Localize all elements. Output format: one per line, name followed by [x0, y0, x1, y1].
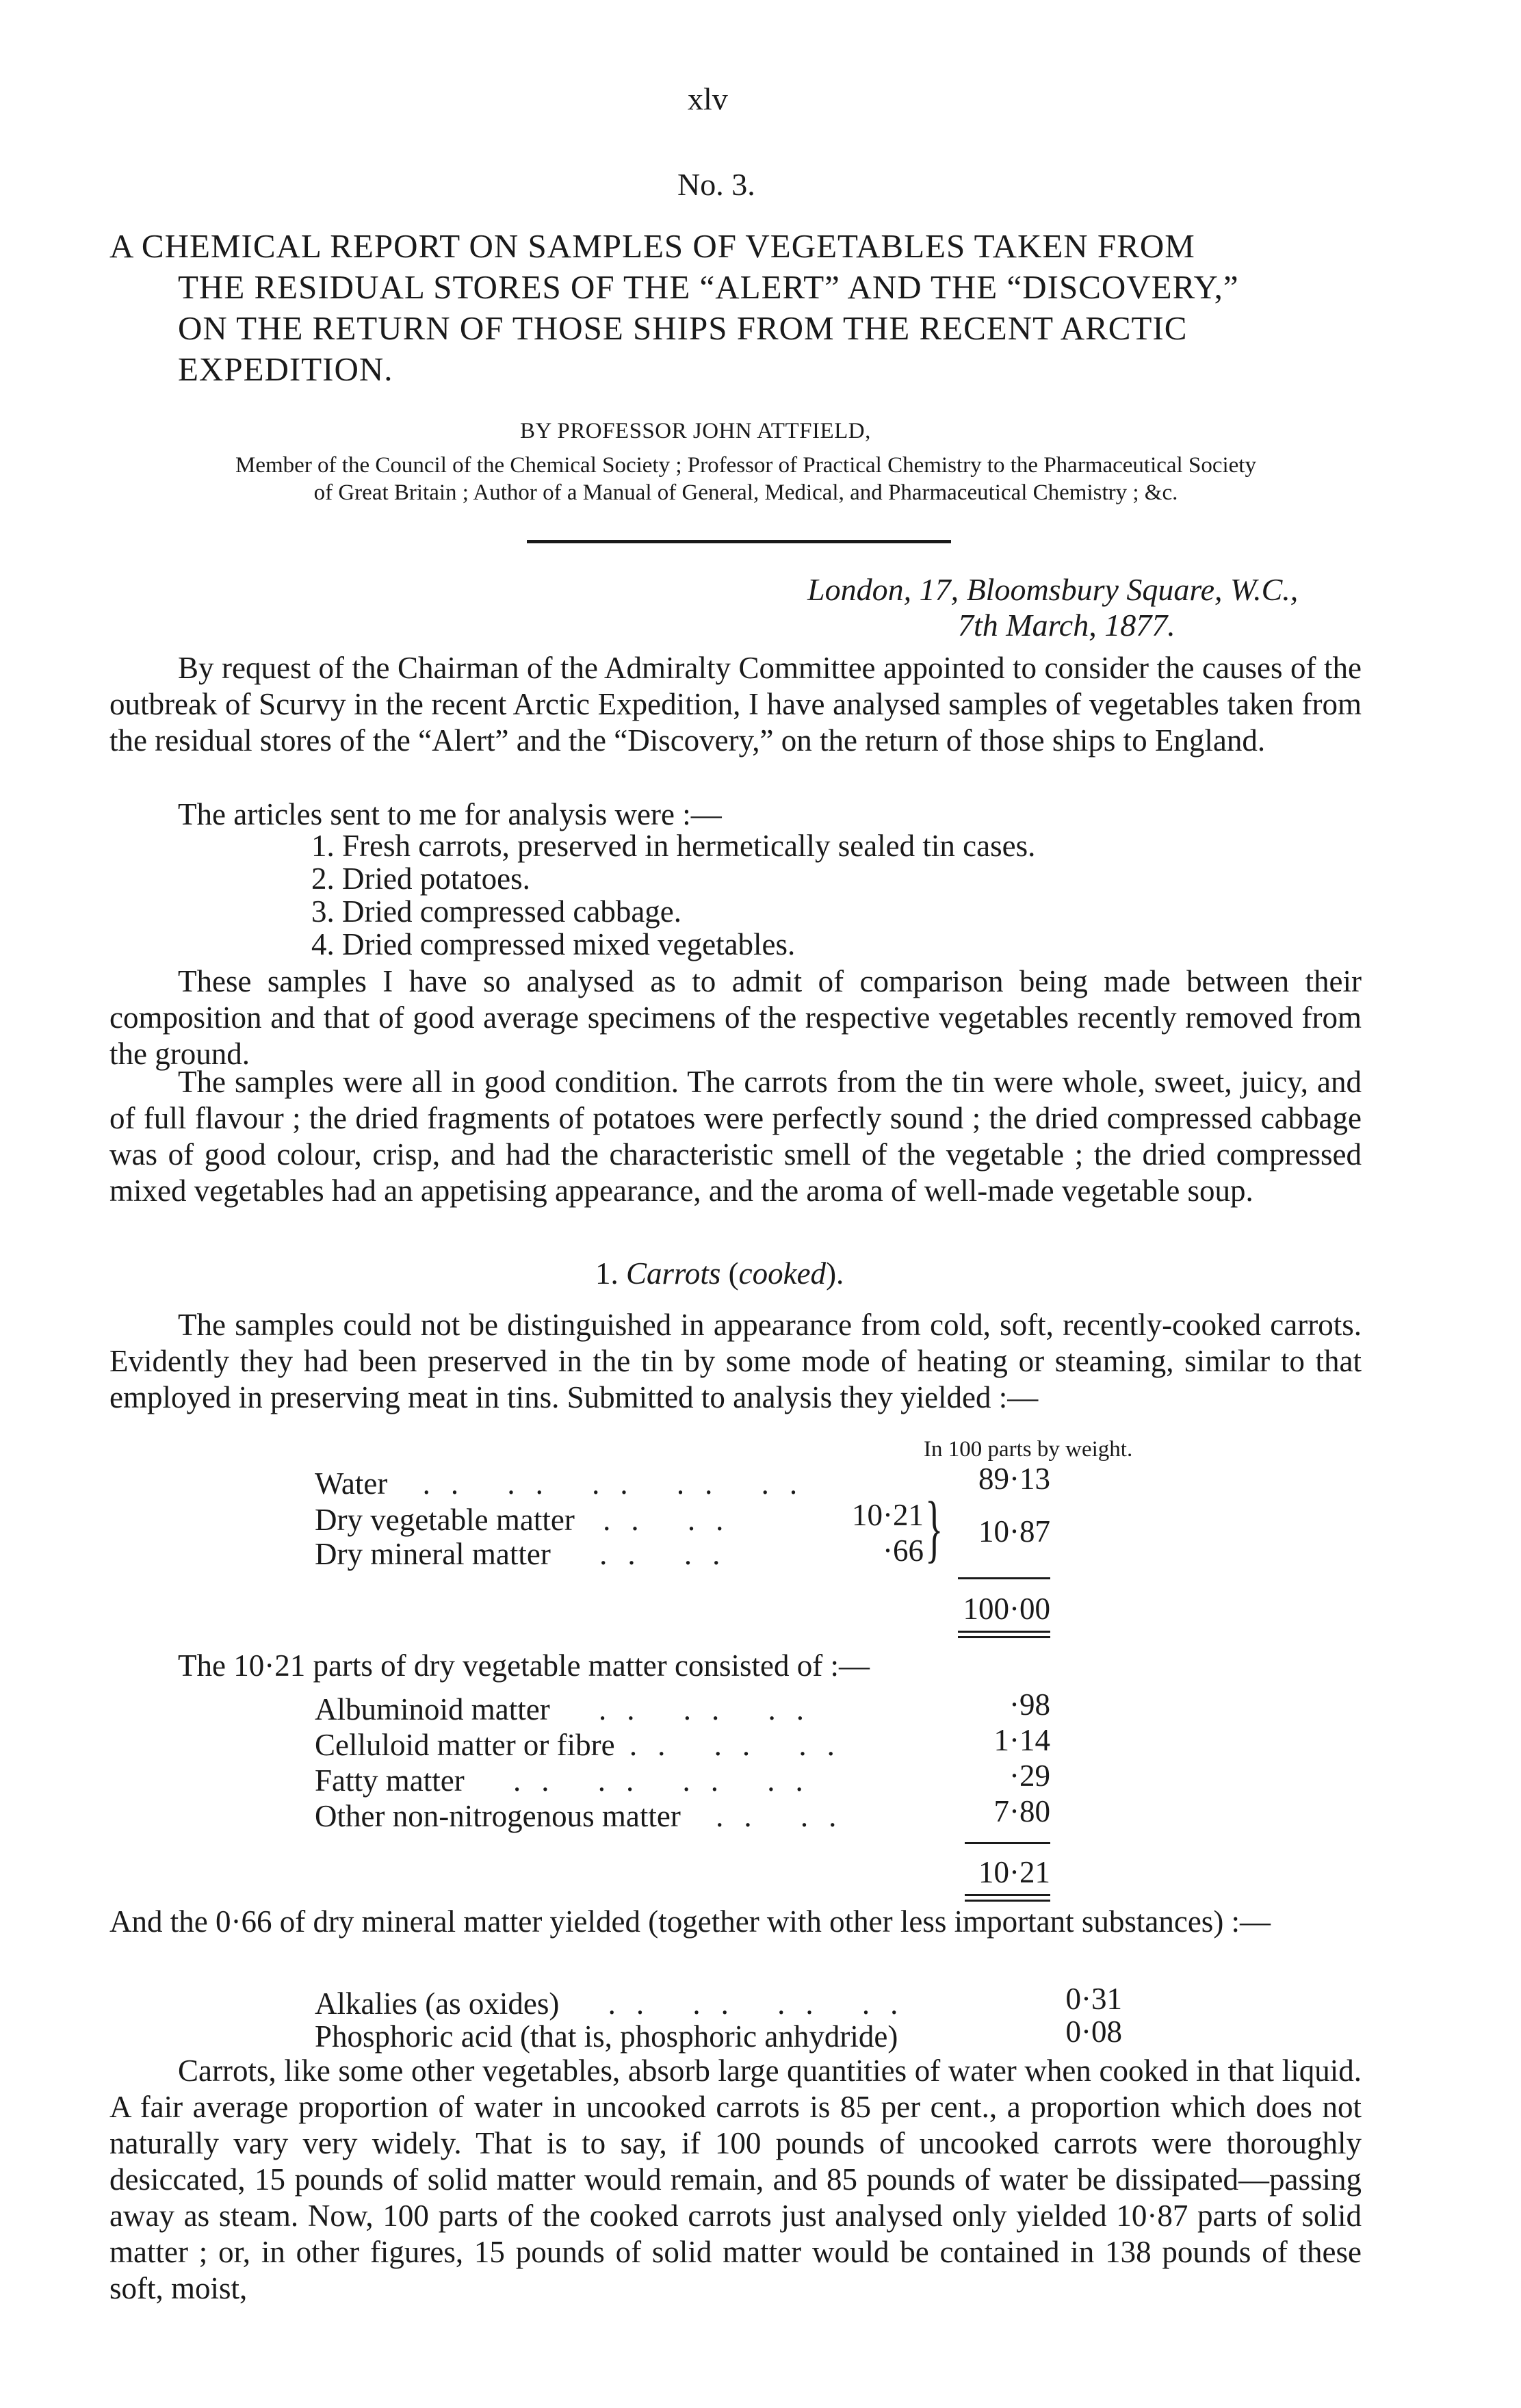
table-row: Dry vegetable matter .. ..: [315, 1503, 744, 1537]
paragraph-water-absorption: [109, 2053, 1362, 2307]
title-line: THE RESIDUAL STORES OF THE “ALERT” AND THE “DISCOVERY,”: [178, 268, 1239, 306]
paragraph-mineral-matter: [109, 1904, 1362, 1940]
title-line: ON THE RETURN OF THOSE SHIPS FROM THE RECENT ARCTIC: [178, 309, 1188, 347]
paragraph-text: By request of the Chairman of the Admiralty Committee appointed to consider the causes of the outbreak of Scurvy in the recent Arctic Expedition, I have analysed samples of vegetables taken from the residual stores of the “Alert” and the “Discovery,” on the return of those ships to England.: [109, 651, 1362, 758]
paragraph-condition: [109, 1064, 1362, 1209]
row-value: 89·13: [978, 1462, 1050, 1496]
row-subvalue: 10·21: [852, 1498, 924, 1532]
table-row: Fatty matter .. .. .. ..: [315, 1763, 824, 1798]
table-total: 100·00: [963, 1592, 1050, 1626]
row-value: 0·31: [1065, 1982, 1122, 2016]
row-value: 1·14: [993, 1723, 1050, 1757]
divider-rule: [965, 1842, 1050, 1844]
row-label: Dry mineral matter: [315, 1537, 551, 1571]
row-label: Dry vegetable matter: [315, 1503, 575, 1537]
row-label: Alkalies (as oxides): [315, 1986, 560, 2021]
list-item: 4. Dried compressed mixed vegetables.: [311, 927, 796, 961]
page-number: xlv: [688, 81, 728, 116]
row-label: Water: [315, 1466, 388, 1501]
table-row: [315, 2019, 898, 2054]
section-number: 1.: [595, 1256, 619, 1291]
divider-rule: [958, 1631, 1050, 1633]
row-value: 7·80: [993, 1794, 1050, 1828]
row-label: Fatty matter: [315, 1763, 465, 1798]
row-subvalue: ·66: [883, 1533, 924, 1568]
table-row: Water .. .. .. .. ..: [315, 1466, 818, 1501]
table-row: Albuminoid matter .. .. ..: [315, 1692, 824, 1726]
table-row: Alkalies (as oxides) .. .. .. ..: [315, 1986, 919, 2021]
section-name: Carrots: [626, 1256, 721, 1291]
row-label: Phosphoric acid (that is, phosphoric anhydride): [315, 2019, 898, 2054]
row-label: Other non-nitrogenous matter: [315, 1799, 681, 1833]
row-value: 0·08: [1065, 2015, 1122, 2049]
report-title: [109, 226, 1382, 390]
row-label: Albuminoid matter: [315, 1692, 550, 1726]
row-value: ·98: [1009, 1687, 1050, 1722]
document-number: No. 3.: [677, 167, 755, 202]
author-credentials: [109, 452, 1382, 506]
divider-rule: [965, 1900, 1050, 1902]
author-byline: BY PROFESSOR JOHN ATTFIELD,: [520, 419, 871, 443]
paragraph-text: The 10·21 parts of dry vegetable matter consisted of :—: [178, 1648, 870, 1683]
date-line: 7th March, 1877.: [958, 608, 1175, 643]
table-row: Dry mineral matter .. ..: [315, 1537, 741, 1571]
row-value: ·29: [1009, 1759, 1050, 1793]
paragraph-text: The samples could not be distinguished in appearance from cold, soft, recently-cooked carrots. Evidently they had been preserved in the tin by some mode of heating or steaming, similar to that employed in preserving meat in tins. Submitted to analysis they yielded :—: [109, 1308, 1362, 1414]
table-total: 10·21: [978, 1855, 1050, 1889]
paragraph-text: Carrots, like some other vegetables, absorb large quantities of water when cooked in that liquid. A fair average proportion of water in uncooked carrots is 85 per cent., a proportion which does not naturally vary very widely. That is to say, if 100 pounds of uncooked carrots were thoroughly desiccated, 15 pounds of solid matter would remain, and 85 pounds of water be dissipated—passing away as steam. Now, 100 parts of the cooked carrots just analysed only yielded 10·87 parts of solid matter ; or, in other figures, 15 pounds of solid matter would be contained in 138 pounds of these soft, moist,: [109, 2054, 1362, 2305]
table-column-header: In 100 parts by weight.: [924, 1437, 1133, 1462]
title-line: A CHEMICAL REPORT ON SAMPLES OF VEGETABLES TAKEN FROM: [109, 227, 1195, 265]
paragraph-text: The articles sent to me for analysis were :—: [178, 797, 722, 831]
paragraph-text: And the 0·66 of dry mineral matter yielded (together with other less important substances) :—: [109, 1904, 1271, 1939]
paragraph-samples: [109, 1307, 1362, 1416]
bracket-total: 10·87: [978, 1514, 1050, 1549]
divider-rule: [965, 1894, 1050, 1896]
section-heading: 1. Carrots (cooked).: [595, 1256, 844, 1291]
list-item: 1. Fresh carrots, preserved in hermetically sealed tin cases.: [311, 829, 1036, 863]
credentials-line: Member of the Council of the Chemical Society ; Professor of Practical Chemistry to the Pharmaceutical Society: [235, 453, 1256, 478]
paragraph-comparison: [109, 963, 1362, 1072]
row-label: Celluloid matter or fibre: [315, 1728, 615, 1762]
table-row: Other non-nitrogenous matter .. ..: [315, 1799, 857, 1833]
list-item: 3. Dried compressed cabbage.: [311, 894, 682, 929]
bracket-icon: }: [925, 1486, 944, 1570]
paragraph-text: The samples were all in good condition. The carrots from the tin were whole, sweet, juicy, and of full flavour ; the dried fragments of potatoes were perfectly sound ; the dried compressed cabbage was of good colour, crisp, and had the characteristic smell of the vegetable ; the dried compressed mixed vegetables had an appetising appearance, and the aroma of well-made vegetable soup.: [109, 1065, 1362, 1208]
credentials-line: of Great Britain ; Author of a Manual of General, Medical, and Pharmaceutical Chemistry ; &c.: [313, 480, 1178, 505]
divider-rule: [527, 540, 951, 543]
list-item: 2. Dried potatoes.: [311, 862, 530, 896]
divider-rule: [958, 1577, 1050, 1579]
location-line: London, 17, Bloomsbury Square, W.C.,: [807, 572, 1299, 607]
divider-rule: [958, 1636, 1050, 1638]
paragraph-articles-intro: [109, 797, 1362, 833]
paragraph-request: [109, 650, 1362, 759]
table-row: Celluloid matter or fibre .. .. ..: [315, 1728, 855, 1762]
title-line: EXPEDITION.: [178, 350, 393, 388]
articles-list: [311, 829, 1035, 961]
paragraph-vegetable-matter: [178, 1648, 1341, 1684]
paragraph-text: These samples I have so analysed as to admit of comparison being made between their composition and that of good average specimens of the respective vegetables recently removed from the ground.: [109, 964, 1362, 1071]
